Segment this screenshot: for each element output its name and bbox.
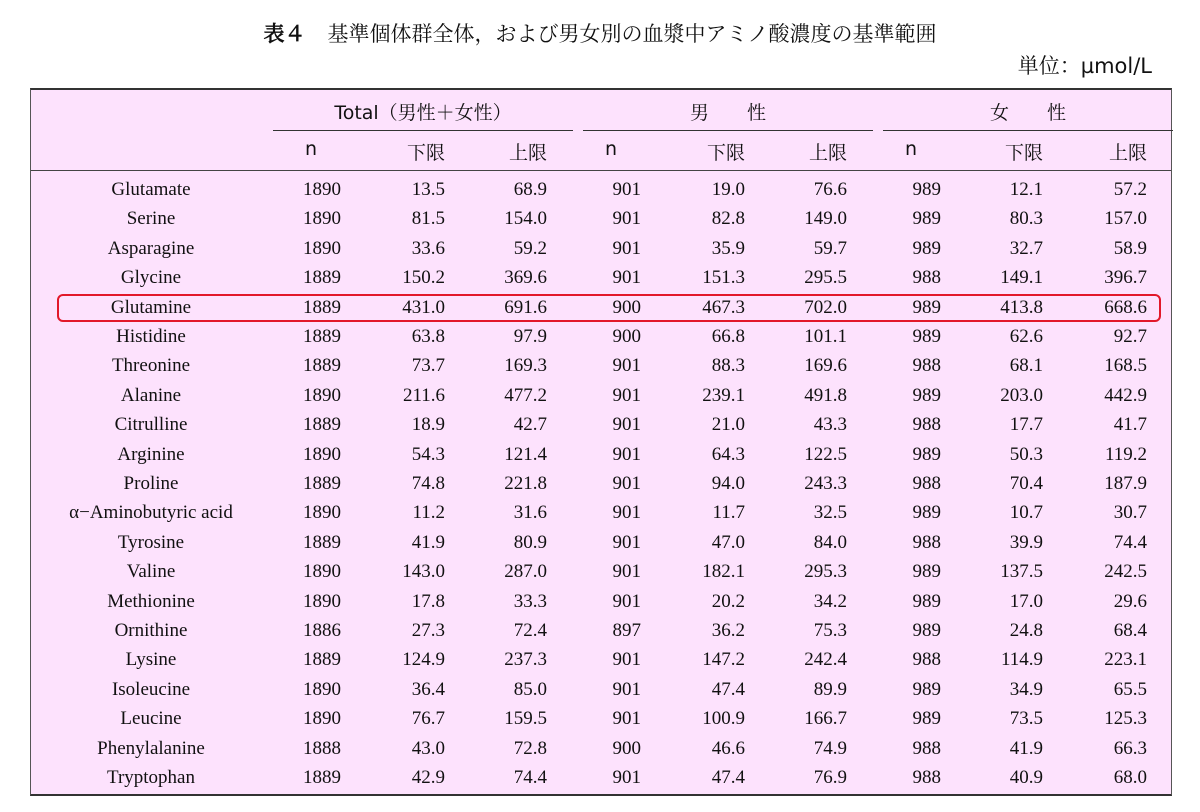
table-cell: 988	[912, 767, 941, 788]
table-cell: 74.4	[1113, 531, 1147, 553]
table-cell: 467.3	[702, 296, 745, 318]
table-cell: 43.0	[411, 737, 445, 759]
table-cell: 65.5	[1113, 678, 1147, 700]
table-cell: 1890	[303, 179, 341, 200]
table-row	[31, 204, 1171, 233]
amino-acid-name: Glutamate	[111, 179, 191, 200]
table-cell: 1890	[303, 237, 341, 259]
table-cell: 169.6	[804, 355, 847, 377]
table-cell: 85.0	[513, 678, 547, 700]
table-cell: 901	[612, 237, 641, 259]
table-cell: 901	[612, 267, 641, 289]
table-cell: 11.2	[412, 502, 445, 524]
table-cell: 1889	[303, 531, 341, 553]
table-cell: 17.8	[411, 590, 445, 612]
table-cell: 76.9	[813, 767, 847, 788]
table-cell: 442.9	[1104, 384, 1147, 406]
table-cell: 34.9	[1009, 678, 1043, 700]
table-cell: 59.2	[513, 237, 547, 259]
amino-acid-name: Lysine	[125, 649, 177, 671]
table-cell: 242.4	[804, 649, 847, 671]
table-cell: 989	[912, 620, 941, 641]
table-cell: 72.8	[513, 737, 547, 759]
table-cell: 1889	[303, 326, 341, 347]
table-row	[31, 440, 1171, 469]
table-cell: 119.2	[1104, 443, 1147, 465]
table-cell: 33.3	[513, 590, 547, 612]
table-row	[31, 381, 1171, 410]
table-cell: 42.7	[513, 414, 547, 436]
table-cell: 901	[612, 531, 641, 553]
table-cell: 72.4	[513, 620, 547, 641]
table-cell: 149.0	[804, 208, 847, 230]
highlight-box	[57, 294, 1161, 322]
table-cell: 901	[612, 414, 641, 436]
table-cell: 68.9	[513, 179, 547, 200]
table-cell: 17.0	[1009, 590, 1043, 612]
table-row	[31, 175, 1171, 204]
table-header	[31, 90, 1171, 171]
table-cell: 242.5	[1104, 561, 1147, 583]
table-cell: 901	[612, 384, 641, 406]
table-cell: 1890	[303, 443, 341, 465]
amino-acid-name: Tyrosine	[117, 531, 185, 553]
table-cell: 33.6	[411, 237, 445, 259]
table-cell: 57.2	[1113, 179, 1147, 200]
table-cell: 1890	[303, 384, 341, 406]
table-cell: 17.7	[1009, 414, 1043, 436]
table-cell: 989	[912, 208, 941, 230]
table-cell: 989	[912, 326, 941, 347]
table-number: 表４	[263, 22, 306, 46]
group-underline-male	[583, 130, 873, 131]
table-cell: 66.8	[711, 326, 745, 347]
table-cell: 900	[612, 737, 641, 759]
table-cell: 154.0	[504, 208, 547, 230]
amino-acid-name: Citrulline	[114, 414, 188, 436]
table-cell: 1890	[303, 678, 341, 700]
table-cell: 1889	[303, 267, 341, 289]
table-cell: 137.5	[1000, 561, 1043, 583]
table-cell: 20.2	[711, 590, 745, 612]
table-cell: 21.0	[711, 414, 745, 436]
table-cell: 221.8	[504, 473, 547, 494]
table-cell: 239.1	[702, 384, 745, 406]
table-cell: 413.8	[1000, 296, 1043, 318]
table-cell: 988	[912, 531, 941, 553]
table-cell: 32.7	[1009, 237, 1043, 259]
amino-acid-name: Valine	[126, 561, 176, 583]
table-cell: 74.8	[411, 473, 445, 494]
table-cell: 900	[612, 296, 641, 318]
table-cell: 989	[912, 590, 941, 612]
table-cell: 989	[912, 179, 941, 200]
table-cell: 295.5	[804, 267, 847, 289]
group-header-total: Total（男性＋女性）	[334, 102, 512, 124]
table-cell: 369.6	[504, 267, 547, 289]
amino-acid-name: Tryptophan	[107, 767, 195, 788]
amino-acid-name: Ornithine	[114, 620, 188, 641]
table-cell: 54.3	[411, 443, 445, 465]
table-cell: 75.3	[813, 620, 847, 641]
table-cell: 211.6	[402, 384, 445, 406]
table-cell: 151.3	[702, 267, 745, 289]
column-header: 上限	[1108, 142, 1147, 164]
table-cell: 149.1	[1000, 267, 1043, 289]
amino-acid-name: Phenylalanine	[97, 737, 205, 759]
table-cell: 32.5	[813, 502, 847, 524]
table-row	[31, 234, 1171, 263]
table-cell: 431.0	[402, 296, 445, 318]
table-cell: 31.6	[513, 502, 547, 524]
table-cell: 1889	[303, 649, 341, 671]
table-cell: 1890	[303, 208, 341, 230]
table-cell: 901	[612, 208, 641, 230]
table-row	[31, 763, 1171, 792]
table-cell: 100.9	[702, 708, 745, 730]
table-cell: 70.4	[1009, 473, 1043, 494]
table-cell: 13.5	[411, 179, 445, 200]
table-cell: 18.9	[411, 414, 445, 436]
table-row	[31, 645, 1171, 674]
group-header-male: 男 性	[689, 102, 766, 124]
table-cell: 147.2	[702, 649, 745, 671]
amino-acid-name: Proline	[123, 473, 179, 494]
table-cell: 203.0	[1000, 384, 1043, 406]
table-cell: 287.0	[504, 561, 547, 583]
table-cell: 82.8	[711, 208, 745, 230]
group-underline-female	[883, 130, 1173, 131]
table-cell: 114.9	[1000, 649, 1043, 671]
table-cell: 81.5	[411, 208, 445, 230]
table-cell: 166.7	[804, 708, 847, 730]
table-cell: 43.3	[813, 414, 847, 436]
amino-acid-name: Threonine	[111, 355, 191, 377]
column-header: 下限	[706, 142, 745, 164]
table-cell: 989	[912, 678, 941, 700]
table-cell: 39.9	[1009, 531, 1043, 553]
reference-range-table	[30, 88, 1172, 796]
table-cell: 36.2	[711, 620, 745, 641]
table-cell: 157.0	[1104, 208, 1147, 230]
group-header-female: 女 性	[989, 102, 1066, 124]
table-cell: 237.3	[504, 649, 547, 671]
amino-acid-name: Leucine	[120, 708, 182, 730]
table-cell: 1890	[303, 590, 341, 612]
table-cell: 901	[612, 678, 641, 700]
table-cell: 168.5	[1104, 355, 1147, 377]
table-cell: 76.6	[813, 179, 847, 200]
table-cell: 41.9	[411, 531, 445, 553]
table-cell: 243.3	[804, 473, 847, 494]
table-cell: 477.2	[504, 384, 547, 406]
table-cell: 42.9	[411, 767, 445, 788]
table-cell: 73.7	[411, 355, 445, 377]
table-cell: 10.7	[1009, 502, 1043, 524]
table-cell: 1889	[303, 414, 341, 436]
column-header: 下限	[406, 142, 445, 164]
table-cell: 900	[612, 326, 641, 347]
table-cell: 989	[912, 237, 941, 259]
table-cell: 66.3	[1113, 737, 1147, 759]
table-cell: 1889	[303, 473, 341, 494]
table-cell: 62.6	[1009, 326, 1043, 347]
table-cell: 46.6	[711, 737, 745, 759]
table-cell: 901	[612, 561, 641, 583]
table-cell: 989	[912, 502, 941, 524]
column-header: n	[604, 138, 618, 160]
table-row	[31, 263, 1171, 292]
table-cell: 84.0	[813, 531, 847, 553]
column-header: n	[904, 138, 918, 160]
column-header: 上限	[508, 142, 547, 164]
table-caption	[0, 18, 1200, 48]
column-header: n	[304, 138, 318, 160]
table-cell: 159.5	[504, 708, 547, 730]
table-cell: 1888	[303, 737, 341, 759]
amino-acid-name: Arginine	[117, 443, 185, 465]
table-row	[31, 675, 1171, 704]
table-cell: 27.3	[411, 620, 445, 641]
table-row	[31, 557, 1171, 586]
table-row	[31, 616, 1171, 645]
table-cell: 901	[612, 649, 641, 671]
table-cell: 12.1	[1009, 179, 1043, 200]
table-cell: 901	[612, 179, 641, 200]
table-cell: 50.3	[1009, 443, 1043, 465]
table-cell: 1890	[303, 561, 341, 583]
table-cell: 73.5	[1009, 708, 1043, 730]
table-cell: 989	[912, 384, 941, 406]
amino-acid-name: Serine	[126, 208, 176, 230]
table-cell: 691.6	[504, 296, 547, 318]
table-cell: 64.3	[711, 443, 745, 465]
table-cell: 76.7	[411, 708, 445, 730]
table-cell: 68.1	[1009, 355, 1043, 377]
column-header: 上限	[808, 142, 847, 164]
column-header: 下限	[1004, 142, 1043, 164]
table-cell: 702.0	[804, 296, 847, 318]
table-cell: 121.4	[504, 443, 547, 465]
table-cell: 40.9	[1009, 767, 1043, 788]
table-cell: 92.7	[1113, 326, 1147, 347]
table-cell: 150.2	[402, 267, 445, 289]
table-cell: 989	[912, 708, 941, 730]
table-cell: 35.9	[711, 237, 745, 259]
amino-acid-name: α−Aminobutyric acid	[69, 502, 233, 524]
table-cell: 97.9	[513, 326, 547, 347]
amino-acid-name: Alanine	[120, 384, 182, 406]
table-cell: 80.3	[1009, 208, 1043, 230]
table-cell: 988	[912, 355, 941, 377]
table-cell: 36.4	[411, 678, 445, 700]
table-cell: 396.7	[1104, 267, 1147, 289]
amino-acid-name: Isoleucine	[111, 678, 191, 700]
table-cell: 122.5	[804, 443, 847, 465]
table-cell: 187.9	[1104, 473, 1147, 494]
table-cell: 988	[912, 649, 941, 671]
table-cell: 143.0	[402, 561, 445, 583]
table-cell: 80.9	[513, 531, 547, 553]
table-row	[31, 410, 1171, 439]
table-cell: 124.9	[402, 649, 445, 671]
table-row	[31, 498, 1171, 527]
table-cell: 11.7	[712, 502, 745, 524]
table-cell: 1889	[303, 767, 341, 788]
table-cell: 901	[612, 355, 641, 377]
table-row	[31, 351, 1171, 380]
table-cell: 41.7	[1113, 414, 1147, 436]
table-cell: 34.2	[813, 590, 847, 612]
table-cell: 101.1	[804, 326, 847, 347]
table-cell: 59.7	[813, 237, 847, 259]
table-cell: 29.6	[1113, 590, 1147, 612]
table-cell: 1889	[303, 355, 341, 377]
table-cell: 901	[612, 590, 641, 612]
table-cell: 1890	[303, 502, 341, 524]
table-cell: 94.0	[711, 473, 745, 494]
table-row	[31, 704, 1171, 733]
amino-acid-name: Asparagine	[107, 237, 195, 259]
unit-label: 単位：µmol/L	[1017, 54, 1152, 78]
table-row	[31, 734, 1171, 763]
table-cell: 901	[612, 502, 641, 524]
amino-acid-name: Histidine	[116, 326, 186, 347]
table-cell: 989	[912, 296, 941, 318]
table-cell: 74.4	[513, 767, 547, 788]
table-cell: 1889	[303, 296, 341, 318]
table-cell: 169.3	[504, 355, 547, 377]
table-cell: 989	[912, 443, 941, 465]
table-cell: 988	[912, 737, 941, 759]
table-row	[31, 322, 1171, 351]
table-cell: 74.9	[813, 737, 847, 759]
table-cell: 901	[612, 708, 641, 730]
group-underline-total	[273, 130, 573, 131]
table-cell: 901	[612, 767, 641, 788]
table-cell: 988	[912, 473, 941, 494]
table-cell: 988	[912, 267, 941, 289]
table-cell: 668.6	[1104, 296, 1147, 318]
table-cell: 989	[912, 561, 941, 583]
amino-acid-name: Glycine	[120, 267, 182, 289]
table-cell: 47.4	[711, 678, 745, 700]
table-row	[31, 587, 1171, 616]
table-cell: 182.1	[702, 561, 745, 583]
table-cell: 988	[912, 414, 941, 436]
table-cell: 58.9	[1113, 237, 1147, 259]
table-row	[31, 528, 1171, 557]
table-cell: 24.8	[1009, 620, 1043, 641]
table-cell: 491.8	[804, 384, 847, 406]
table-cell: 89.9	[813, 678, 847, 700]
table-cell: 901	[612, 443, 641, 465]
amino-acid-name: Methionine	[107, 590, 195, 612]
table-cell: 19.0	[711, 179, 745, 200]
table-title: 基準個体群全体，および男女別の血漿中アミノ酸濃度の基準範囲	[327, 22, 937, 46]
table-cell: 30.7	[1113, 502, 1147, 524]
table-cell: 897	[612, 620, 641, 641]
table-cell: 47.4	[711, 767, 745, 788]
table-cell: 47.0	[711, 531, 745, 553]
table-cell: 125.3	[1104, 708, 1147, 730]
table-cell: 1886	[303, 620, 341, 641]
table-cell: 41.9	[1009, 737, 1043, 759]
table-cell: 88.3	[711, 355, 745, 377]
table-cell: 295.3	[804, 561, 847, 583]
table-cell: 1890	[303, 708, 341, 730]
table-cell: 68.0	[1113, 767, 1147, 788]
table-cell: 901	[612, 473, 641, 494]
table-cell: 223.1	[1104, 649, 1147, 671]
table-cell: 63.8	[411, 326, 445, 347]
amino-acid-name: Glutamine	[110, 296, 192, 318]
table-cell: 68.4	[1113, 620, 1147, 641]
table-row	[31, 469, 1171, 498]
